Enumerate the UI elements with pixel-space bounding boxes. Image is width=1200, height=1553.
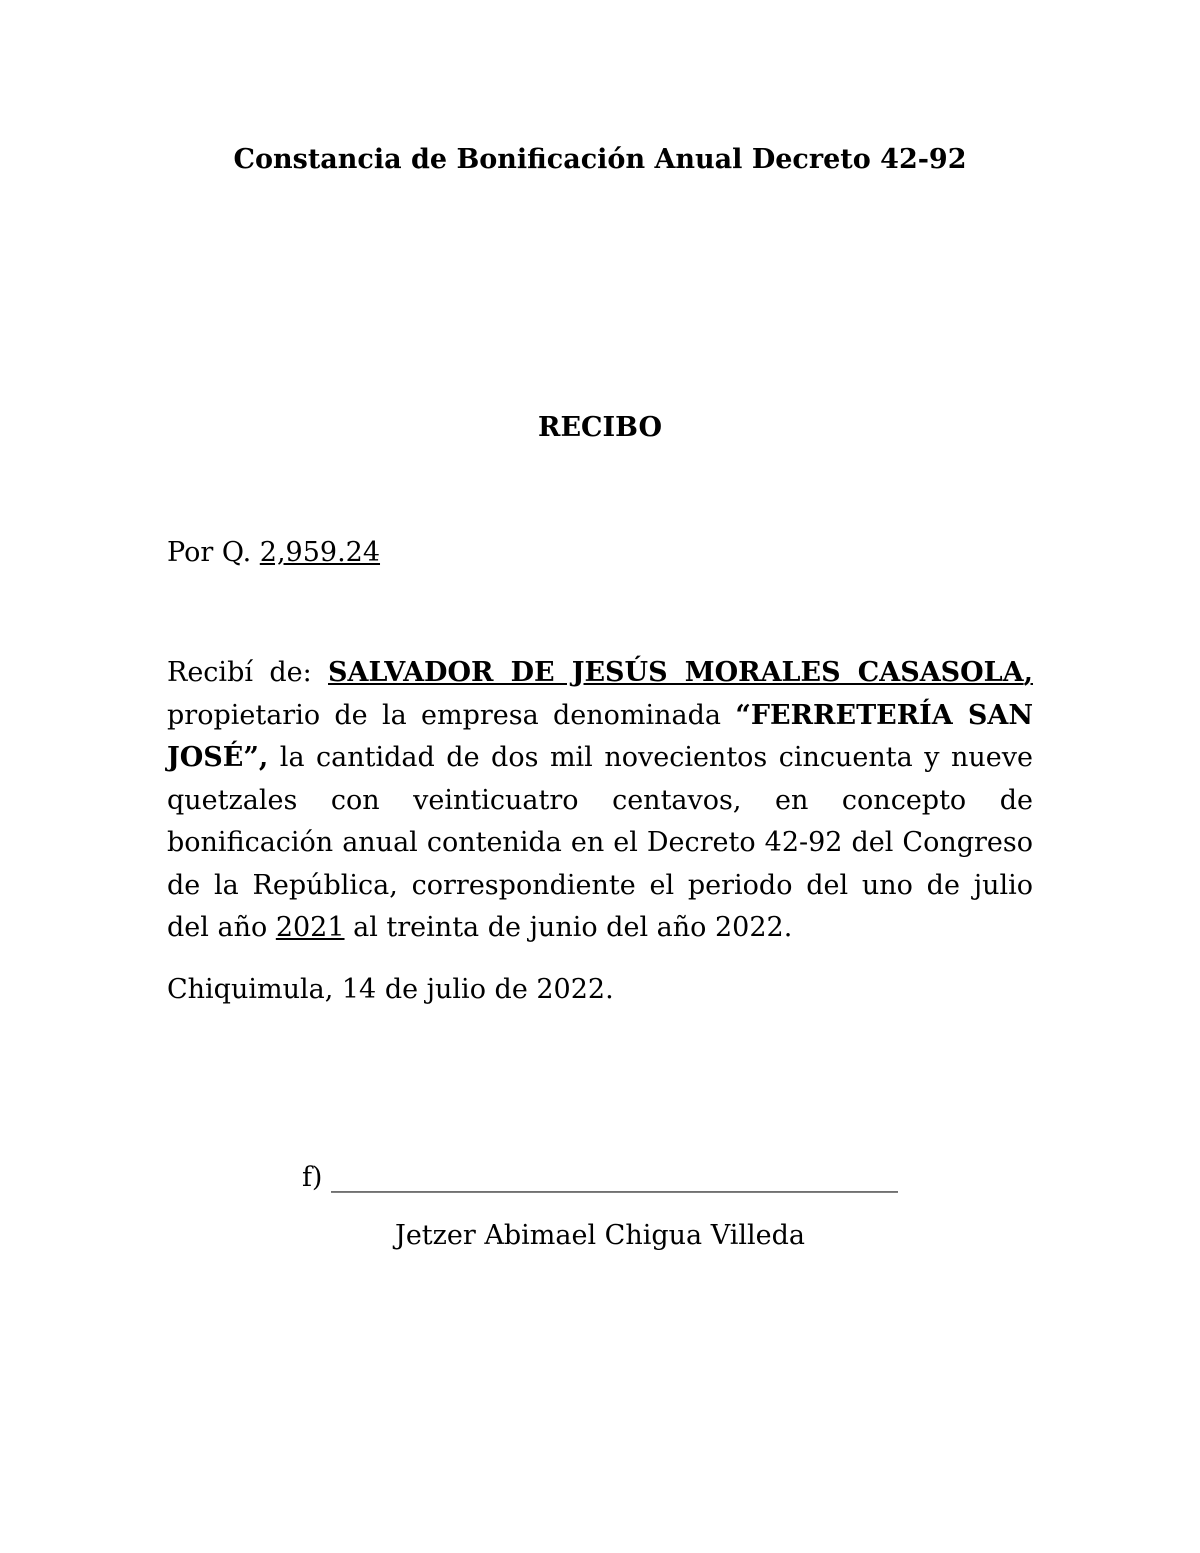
signature-line [0, 1158, 1200, 1198]
amount-value: 2,959.24 [259, 537, 381, 568]
place-date: Chiquimula, 14 de julio de 2022. [167, 974, 614, 1005]
owner-text: propietario de la empresa denominada [167, 699, 736, 731]
period-start-year: 2021 [275, 912, 345, 943]
payer-name: SALVADOR DE JESÚS MORALES CASASOLA [328, 657, 1024, 688]
signature-prefix: f) [301, 1162, 332, 1193]
signature-blank: __________________________________________ [331, 1162, 899, 1193]
received-from-label: Recibí de: [167, 657, 329, 688]
document-title: Constancia de Bonificación Anual Decreto 42-92 [233, 144, 967, 175]
amount-description: la cantidad de dos mil novecientos cincuenta y nueve quetzales con veinticuatro centavos, en concepto de bonificación anual contenida en el Decreto 42-92 del Congreso de la República, correspondiente el periodo del uno de julio del año [167, 742, 1033, 943]
receipt-body-paragraph [167, 652, 1033, 950]
amount-line [167, 533, 380, 573]
company-name: “FERRETERÍA SAN JOSÉ”, [167, 699, 1034, 773]
payer-comma: , [1023, 657, 1033, 688]
signer-name: Jetzer Abimael Chigua Villeda [395, 1220, 805, 1251]
receipt-heading: RECIBO [538, 412, 662, 443]
period-end-text: al treinta de junio del año 2022. [344, 912, 793, 943]
amount-prefix: Por Q. [167, 537, 260, 568]
